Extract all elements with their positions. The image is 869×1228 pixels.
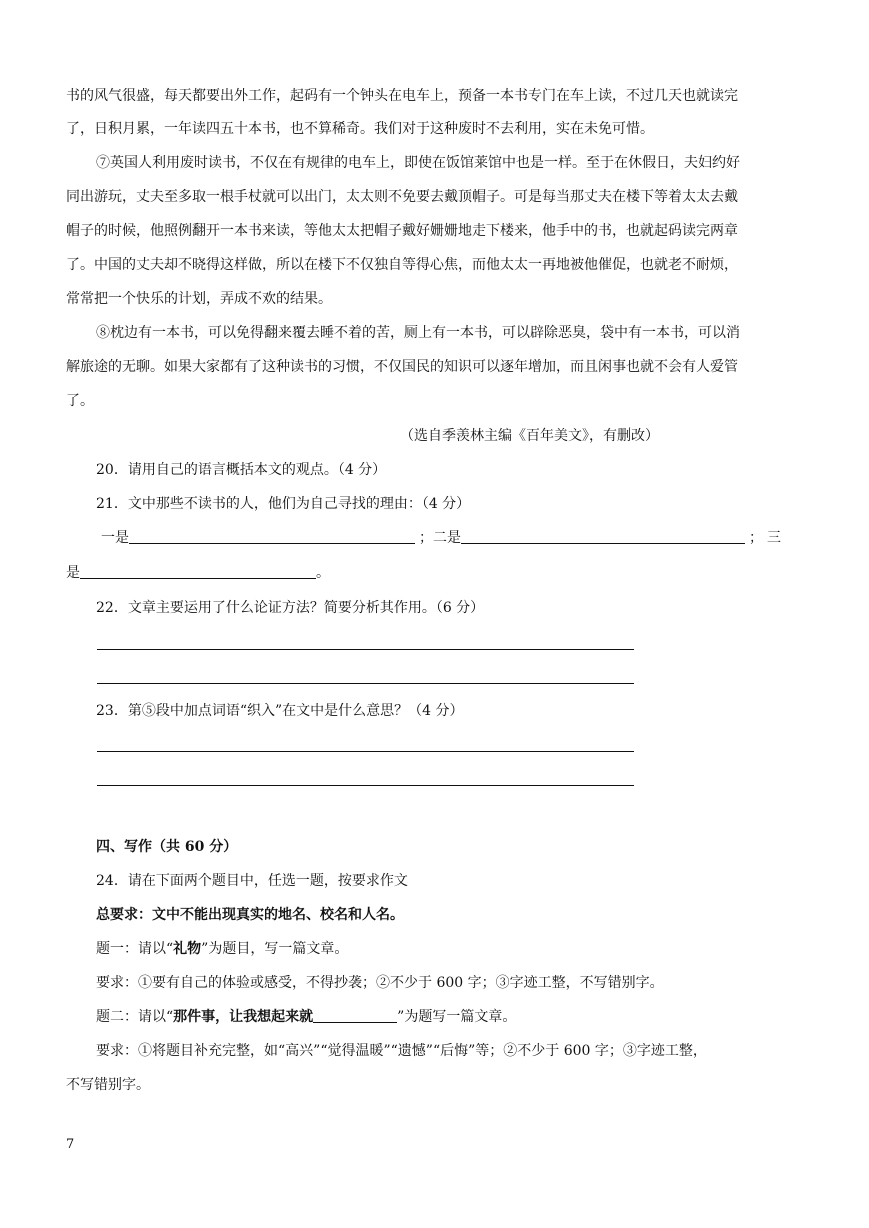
q21-fill-row1 xyxy=(101,528,781,548)
q21-fill-row2 xyxy=(66,563,330,583)
topic1-title: 礼物 xyxy=(173,941,202,957)
q22-answer-line-2[interactable] xyxy=(97,683,634,684)
topic1 xyxy=(96,939,348,959)
q22-answer-line-1[interactable] xyxy=(97,649,634,650)
topic2-requirement-line2: 不写错别字。 xyxy=(66,1077,150,1093)
writing-section-title: 四、写作（共 60 分） xyxy=(96,839,238,855)
question-22: 22．文章主要运用了什么论证方法？简要分析其作用。（6 分） xyxy=(96,600,485,616)
topic2-prefix: 题二：请以“ xyxy=(96,1009,174,1025)
passage-p7-line1: ⑦英国人利用废时读书，不仅在有规律的电车上，即使在饭馆莱馆中也是一样。至于在休假日，夫妇约好 xyxy=(96,155,740,171)
q21-label-first: 一是 xyxy=(101,530,129,546)
question-23: 23．第⑤段中加点词语“织入”在文中是什么意思？（4 分） xyxy=(96,703,464,719)
topic1-prefix: 题一：请以“ xyxy=(96,941,174,957)
topic2-title-blank[interactable] xyxy=(313,1008,397,1023)
passage-p7-line4: 了。中国的丈夫却不晓得这样做，所以在楼下不仅独自等得心焦，而他太太一再地被他催促，也就老不耐烦， xyxy=(66,257,738,273)
passage-p8-line2: 解旅途的无聊。如果大家都有了这种读书的习惯，不仅国民的知识可以逐年增加，而且闲事也就不会有人爱管 xyxy=(66,359,738,375)
passage-p7-line2: 同出游玩，丈夫至多取一根手杖就可以出门，太太则不免要去戴顶帽子。可是每当那丈夫在楼下等着太太去戴 xyxy=(66,189,738,205)
topic2-requirement-line1: 要求：①将题目补充完整，如“高兴”“觉得温暖”“遗憾”“后悔”等；②不少于 600 字；③字迹工整， xyxy=(96,1043,707,1059)
question-20: 20．请用自己的语言概括本文的观点。（4 分） xyxy=(96,462,387,478)
q21-blank-second[interactable] xyxy=(461,529,745,544)
q23-answer-line-1[interactable] xyxy=(97,751,634,752)
question-21: 21．文中那些不读书的人，他们为自己寻找的理由：（4 分） xyxy=(96,496,471,512)
passage-p7-line5: 常常把一个快乐的计划，弄成不欢的结果。 xyxy=(66,291,332,307)
passage-p6-line1: 书的风气很盛，每天都要出外工作，起码有一个钟头在电车上，预备一本书专门在车上读，不过几天也就读完 xyxy=(66,88,738,104)
q21-sep1: ； xyxy=(419,530,433,546)
passage-p7-line3: 帽子的时候，他照例翻开一本书来读，等他太太把帽子戴好姗姗地走下楼来，他手中的书，也就起码读完两章 xyxy=(66,223,738,239)
q21-end: 。 xyxy=(316,565,330,581)
q21-blank-third[interactable] xyxy=(80,564,316,579)
passage-p8-line1: ⑧枕边有一本书，可以免得翻来覆去睡不着的苦，厕上有一本书，可以辟除恶臭，袋中有一本书，可以消 xyxy=(96,325,740,341)
topic1-requirement: 要求：①要有自己的体验或感受，不得抄袭；②不少于 600 字；③字迹工整，不写错别字。 xyxy=(96,975,664,991)
topic2-title: 那件事，让我想起来就 xyxy=(173,1009,314,1025)
topic1-suffix: ”为题目，写一篇文章。 xyxy=(201,941,349,957)
topic2-suffix: ”为题写一篇文章。 xyxy=(397,1009,517,1025)
q21-label-second: 二是 xyxy=(433,530,461,546)
q23-answer-line-2[interactable] xyxy=(97,785,634,786)
passage-source: （选自季羡林主编《百年美文》，有删改） xyxy=(400,428,659,444)
q21-blank-first[interactable] xyxy=(129,529,415,544)
general-requirement: 总要求：文中不能出现真实的地名、校名和人名。 xyxy=(96,907,404,923)
q21-label-third-cont: 是 xyxy=(66,565,80,581)
q21-label-third: 三 xyxy=(767,530,781,546)
passage-p6-line2: 了，日积月累，一年读四五十本书，也不算稀奇。我们对于这种废时不去利用，实在未免可惜。 xyxy=(66,121,654,137)
q21-sep2: ； xyxy=(749,530,763,546)
question-24: 24．请在下面两个题目中，任选一题，按要求作文 xyxy=(96,873,408,889)
passage-p8-line3: 了。 xyxy=(66,393,94,409)
page-number: 7 xyxy=(66,1137,75,1152)
topic2 xyxy=(96,1007,516,1027)
